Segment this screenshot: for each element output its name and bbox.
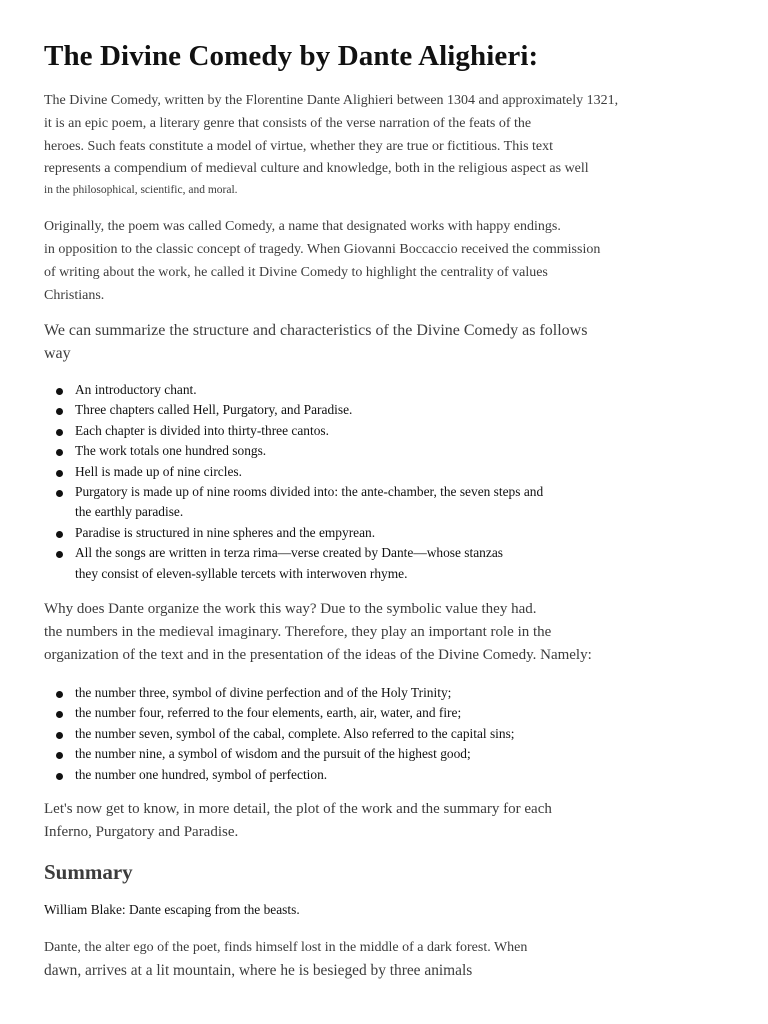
list-item-text: the number nine, a symbol of wisdom and the pursuit of the highest good; [75, 746, 471, 762]
intro-line: The Divine Comedy, written by the Florentine Dante Alighieri between 1304 and approximately 1321, [44, 93, 619, 108]
plot-line: Inferno, Purgatory and Paradise. [44, 824, 239, 840]
intro-line: it is an epic poem, a literary genre that consists of the verse narration of the feats of the [44, 115, 532, 131]
why-line: the numbers in the medieval imaginary. Therefore, they play an important role in the [44, 624, 552, 640]
list-item-text: the number seven, symbol of the cabal, complete. Also referred to the capital sins; [75, 725, 515, 741]
page-title: The Divine Comedy by Dante Alighieri: [44, 40, 539, 72]
list-item-text: they consist of eleven-syllable tercets with interwoven rhyme. [75, 565, 408, 581]
list-item-text: Purgatory is made up of nine rooms divided into: the ante-chamber, the seven steps and [75, 484, 544, 500]
intro-line: heroes. Such feats constitute a model of virtue, whether they are true or fictitious. This text [44, 138, 554, 154]
list-item-text: Each chapter is divided into thirty-three cantos. [75, 422, 329, 438]
list-item-text: Hell is made up of nine circles. [75, 463, 242, 479]
list-item [44, 441, 543, 461]
origin-line: in opposition to the classic concept of tragedy. When Giovanni Boccaccio received the commission [44, 242, 601, 257]
list-item [44, 724, 515, 744]
list-item [44, 543, 543, 584]
origin-line: Originally, the poem was called Comedy, a name that designated works with happy endings. [44, 219, 561, 234]
plot-paragraph [44, 798, 552, 844]
list-item-text: All the songs are written in terza rima—verse created by Dante—whose stanzas [75, 545, 503, 561]
list-item-text: An introductory chant. [75, 382, 197, 397]
why-line: organization of the text and in the presentation of the ideas of the Divine Comedy. Namely: [44, 647, 592, 663]
list-item [44, 765, 515, 785]
intro-line: represents a compendium of medieval culture and knowledge, both in the religious aspect as well [44, 161, 589, 177]
image-caption: William Blake: Dante escaping from the beasts. [44, 902, 300, 917]
structure-intro-line: We can summarize the structure and characteristics of the Divine Comedy as follows [44, 322, 588, 339]
list-item-text: Paradise is structured in nine spheres and the empyrean. [75, 524, 376, 540]
summary-heading: Summary [44, 860, 133, 884]
why-paragraph [44, 598, 592, 667]
structure-list [44, 380, 543, 584]
origin-paragraph [44, 215, 600, 307]
intro-paragraph [44, 90, 618, 199]
list-item [44, 380, 543, 400]
list-item-text: The work totals one hundred songs. [75, 443, 267, 459]
list-item [44, 421, 543, 441]
list-item-text: Three chapters called Hell, Purgatory, and Paradise. [75, 402, 353, 418]
list-item [44, 744, 515, 764]
why-line: Why does Dante organize the work this way? Due to the symbolic value they had. [44, 601, 537, 617]
numbers-list [44, 683, 515, 785]
summary-line: Dante, the alter ego of the poet, finds himself lost in the middle of a dark forest. When [44, 940, 528, 955]
list-item [44, 523, 543, 543]
list-item [44, 703, 515, 723]
summary-paragraph [44, 936, 527, 982]
structure-intro-line: way [44, 345, 71, 362]
intro-line: in the philosophical, scientific, and moral. [44, 184, 238, 197]
structure-intro-paragraph [44, 319, 587, 365]
summary-line: dawn, arrives at a lit mountain, where he is besieged by three animals [44, 962, 473, 979]
list-item [44, 482, 543, 523]
list-item [44, 400, 543, 420]
list-item-text: the earthly paradise. [75, 504, 184, 520]
list-item-text: the number three, symbol of divine perfection and of the Holy Trinity; [75, 685, 452, 700]
list-item-text: the number four, referred to the four elements, earth, air, water, and fire; [75, 705, 462, 721]
list-item-text: the number one hundred, symbol of perfection. [75, 766, 328, 782]
list-item [44, 683, 515, 703]
plot-line: Let's now get to know, in more detail, the plot of the work and the summary for each [44, 801, 552, 817]
origin-line: of writing about the work, he called it Divine Comedy to highlight the centrality of values [44, 265, 548, 280]
list-item [44, 462, 543, 482]
article [44, 38, 684, 979]
origin-line: Christians. [44, 288, 105, 303]
